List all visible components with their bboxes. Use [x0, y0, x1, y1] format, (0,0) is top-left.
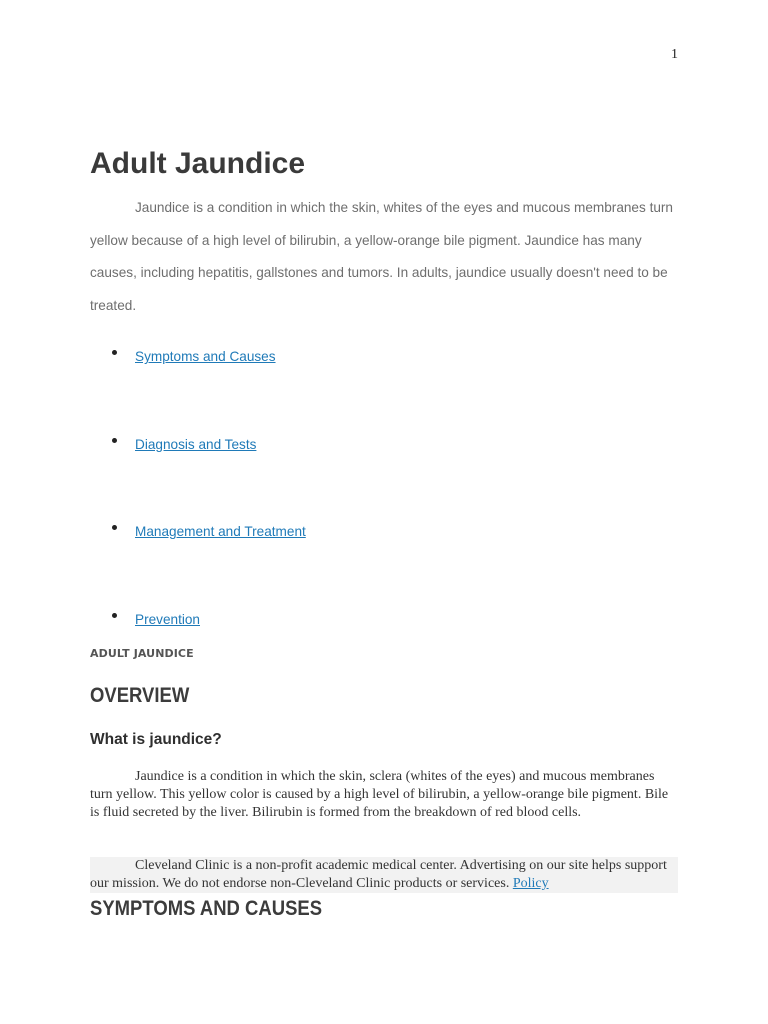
bullet-icon: [112, 613, 117, 618]
overview-heading: OVERVIEW: [90, 684, 190, 707]
advertising-notice: [90, 857, 678, 893]
bullet-icon: [112, 350, 117, 355]
toc-item-diagnosis: [90, 428, 678, 516]
toc-item-symptoms: [90, 340, 678, 428]
page-number: 1: [671, 47, 678, 62]
toc-item-management: [90, 515, 678, 603]
link-diagnosis-and-tests[interactable]: Diagnosis and Tests: [135, 436, 257, 452]
notice-paragraph: [90, 857, 678, 893]
link-prevention[interactable]: Prevention: [135, 611, 200, 627]
running-head: ADULT JAUNDICE: [90, 647, 194, 660]
notice-text: Cleveland Clinic is a non-profit academic medical center. Advertising on our site helps support our mission. We do not endorse non-Cleveland Clinic products or services.: [90, 858, 667, 891]
intro-paragraph: Jaundice is a condition in which the skin, whites of the eyes and mucous membranes turn yellow because of a high level of bilirubin, a yellow-orange bile pigment. Jaundice has many causes, including hepatitis, gallstones and tumors. In adults, jaundice usually doesn't need to be treated.: [90, 200, 673, 314]
bullet-icon: [112, 438, 117, 443]
symptoms-and-causes-heading: SYMPTOMS AND CAUSES: [90, 897, 323, 920]
link-symptoms-and-causes[interactable]: Symptoms and Causes: [135, 349, 276, 364]
document-title: Adult Jaundice: [90, 147, 306, 180]
link-management-and-treatment[interactable]: Management and Treatment: [135, 524, 306, 539]
policy-link[interactable]: Policy: [512, 876, 549, 891]
what-is-jaundice-heading: What is jaundice?: [90, 731, 222, 748]
table-of-contents: [90, 340, 678, 690]
bullet-icon: [112, 525, 117, 530]
overview-paragraph: Jaundice is a condition in which the skin, sclera (whites of the eyes) and mucous membranes turn yellow. This yellow color is caused by a high level of bilirubin, a yellow-orange bile pigment. Bile is fluid secreted by the liver. Bilirubin is formed from the breakdown of red blood cells.: [90, 769, 669, 820]
